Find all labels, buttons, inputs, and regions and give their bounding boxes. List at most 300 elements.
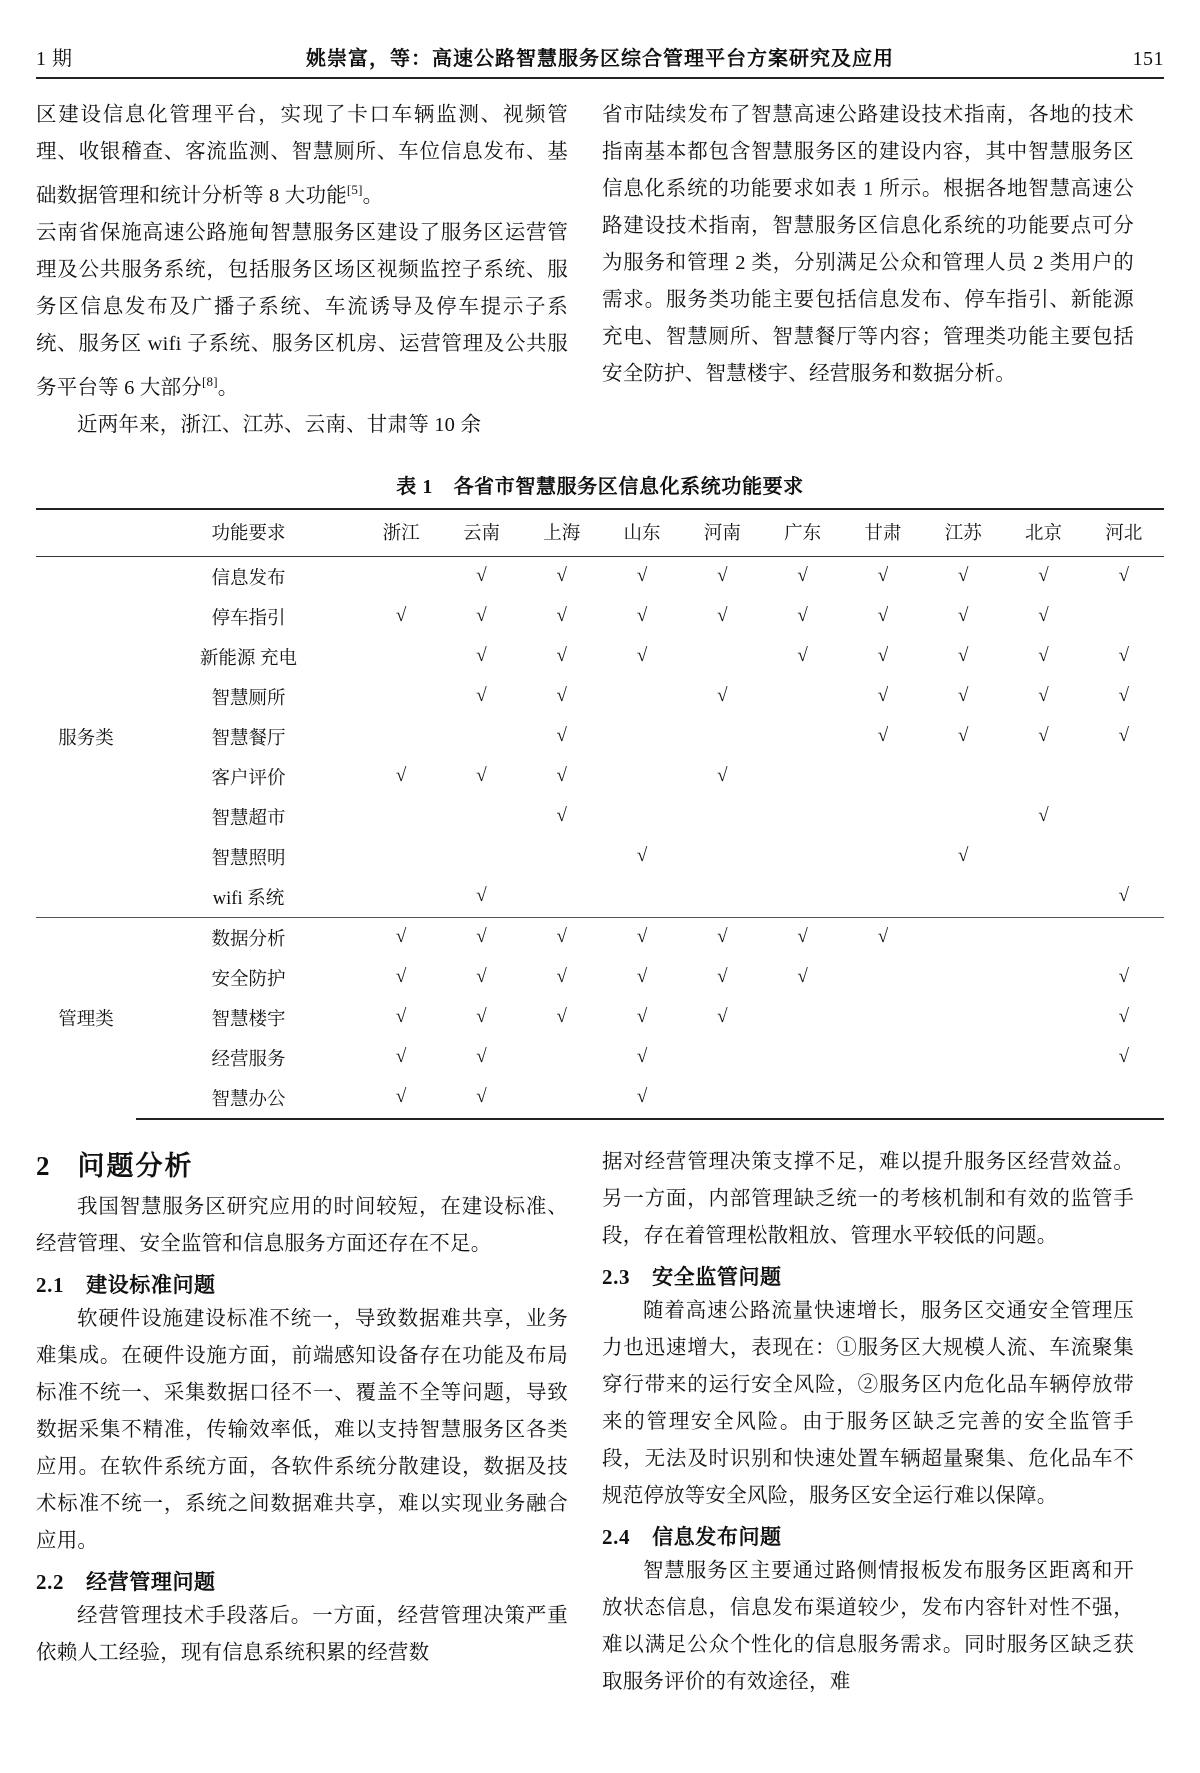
check-icon: √ xyxy=(476,1006,487,1028)
top-left-column xyxy=(36,97,568,444)
table-cell-云南 xyxy=(441,837,521,877)
table-cell-广东 xyxy=(762,1038,842,1078)
check-icon: √ xyxy=(476,765,487,787)
section-heading-2 xyxy=(36,1144,568,1183)
table-cell-河南 xyxy=(682,998,762,1038)
table-row xyxy=(36,998,1164,1038)
table-cell-云南 xyxy=(441,1038,521,1078)
table-cell-甘肃 xyxy=(843,917,923,958)
table-cell-山东 xyxy=(602,677,682,717)
table-cell-浙江 xyxy=(361,1078,441,1119)
table-cell-河北 xyxy=(1084,597,1164,637)
paragraph-left-2-tail: 。 xyxy=(217,376,239,399)
table-cell-山东 xyxy=(602,757,682,797)
table-cell-山东 xyxy=(602,1078,682,1119)
check-icon: √ xyxy=(717,685,728,707)
running-head-issue: 1 期 xyxy=(36,48,73,70)
table-cell-甘肃 xyxy=(843,797,923,837)
check-icon: √ xyxy=(636,1046,648,1068)
check-icon: √ xyxy=(797,565,808,587)
table-cell-山东 xyxy=(602,637,682,677)
table-row xyxy=(36,717,1164,757)
table-cell-广东 xyxy=(762,958,842,998)
table-cell-河南 xyxy=(682,797,762,837)
table-cell-河南 xyxy=(682,677,762,717)
check-icon: √ xyxy=(1038,805,1049,827)
table-header-feature: 功能要求 xyxy=(136,509,361,557)
subsection-number-2-2: 2.2 xyxy=(36,1569,65,1594)
subsection-body-2-3: 随着高速公路流量快速增长，服务区交通安全管理压力也迅速增大，表现在：①服务区大规模人流、车流聚集穿行带来的运行安全风险，②服务区内危化品车辆停放带来的管理安全风险。由于服务区缺乏完善的安全监管手段，无法及时识别和快速处置车辆超量聚集、危化品车不规范停放等安全风险，服务区安全运行难以保障。 xyxy=(602,1299,1134,1507)
table-cell-河南 xyxy=(682,717,762,757)
table-cell-河北 xyxy=(1084,1038,1164,1078)
table-cell-山东 xyxy=(602,597,682,637)
table-cell-甘肃 xyxy=(843,717,923,757)
check-icon: √ xyxy=(476,685,487,707)
top-right-column xyxy=(602,97,1134,444)
table-cell-上海 xyxy=(522,877,602,918)
table-header-col-6: 甘肃 xyxy=(843,509,923,557)
table-cell-广东 xyxy=(762,556,842,597)
check-icon: √ xyxy=(1118,1046,1130,1068)
check-icon: √ xyxy=(395,1046,407,1068)
subsection-heading-2-2 xyxy=(36,1566,568,1596)
table-header-col-2: 上海 xyxy=(522,509,602,557)
check-icon: √ xyxy=(395,765,407,787)
table-cell-北京 xyxy=(1003,998,1083,1038)
table-cell-河南 xyxy=(682,958,762,998)
table-cell-北京 xyxy=(1003,677,1083,717)
table-feature-name: 智慧厕所 xyxy=(211,688,286,709)
check-icon: √ xyxy=(877,725,889,747)
table-cell-北京 xyxy=(1003,1078,1083,1119)
check-icon: √ xyxy=(636,1006,648,1028)
table-cell-上海 xyxy=(522,757,602,797)
table-cell-北京 xyxy=(1003,917,1083,958)
check-icon: √ xyxy=(1038,725,1049,747)
check-icon: √ xyxy=(877,565,889,587)
check-icon: √ xyxy=(717,565,728,587)
table-cell-河北 xyxy=(1084,556,1164,597)
table-cell-甘肃 xyxy=(843,556,923,597)
table-cell-山东 xyxy=(602,797,682,837)
check-icon: √ xyxy=(395,926,407,948)
table-cell-甘肃 xyxy=(843,1078,923,1119)
table-cell-河南 xyxy=(682,637,762,677)
table-cell-河南 xyxy=(682,1078,762,1119)
table-cell-甘肃 xyxy=(843,677,923,717)
table-cell-云南 xyxy=(441,797,521,837)
check-icon: √ xyxy=(476,926,487,948)
table-cell-云南 xyxy=(441,1078,521,1119)
check-icon: √ xyxy=(797,926,808,948)
table-feature-name: 停车指引 xyxy=(211,608,286,629)
table-cell-广东 xyxy=(762,877,842,918)
table-cell-云南 xyxy=(441,637,521,677)
section-title: 问题分析 xyxy=(77,1150,194,1181)
table-row xyxy=(36,797,1164,837)
lower-two-column-body xyxy=(36,1144,1164,1701)
table-cell-上海 xyxy=(522,837,602,877)
check-icon: √ xyxy=(556,565,567,587)
table-feature-name: 客户评价 xyxy=(211,768,286,789)
check-icon: √ xyxy=(1038,565,1049,587)
page-number: 151 xyxy=(1132,48,1164,70)
table-feature-name: 信息发布 xyxy=(211,568,286,589)
table-cell-广东 xyxy=(762,677,842,717)
check-icon: √ xyxy=(717,605,728,627)
table-cell-河北 xyxy=(1084,757,1164,797)
table-cell-甘肃 xyxy=(843,637,923,677)
check-icon: √ xyxy=(556,966,567,988)
table-cell-北京 xyxy=(1003,958,1083,998)
table-cell-云南 xyxy=(441,597,521,637)
table-cell-河北 xyxy=(1084,1078,1164,1119)
table-cell-浙江 xyxy=(361,717,441,757)
table-cell-上海 xyxy=(522,998,602,1038)
table-1-head xyxy=(36,509,1164,557)
table-cell-甘肃 xyxy=(843,597,923,637)
check-icon: √ xyxy=(1038,685,1049,707)
table-cell-山东 xyxy=(602,717,682,757)
table-cell-广东 xyxy=(762,797,842,837)
check-icon: √ xyxy=(636,645,648,667)
table-cell-江苏 xyxy=(923,837,1003,877)
table-cell-浙江 xyxy=(361,877,441,918)
table-feature-name: 智慧餐厅 xyxy=(211,728,286,749)
citation-5: [5] xyxy=(346,182,363,197)
check-icon: √ xyxy=(797,966,808,988)
table-cell-广东 xyxy=(762,757,842,797)
table-cell-河北 xyxy=(1084,637,1164,677)
table-header-col-8: 北京 xyxy=(1003,509,1083,557)
check-icon: √ xyxy=(1118,565,1130,587)
table-feature-name: 智慧照明 xyxy=(211,848,286,869)
check-icon: √ xyxy=(958,725,969,747)
check-icon: √ xyxy=(556,765,567,787)
table-cell-北京 xyxy=(1003,757,1083,797)
table-cell-广东 xyxy=(762,637,842,677)
check-icon: √ xyxy=(556,725,567,747)
check-icon: √ xyxy=(636,605,648,627)
check-icon: √ xyxy=(476,966,487,988)
table-cell-北京 xyxy=(1003,556,1083,597)
table-cell-浙江 xyxy=(361,677,441,717)
check-icon: √ xyxy=(636,1086,648,1108)
table-header-col-7: 江苏 xyxy=(923,509,1003,557)
table-feature-name: wifi 系统 xyxy=(212,888,285,909)
subsection-title-2-1: 建设标准问题 xyxy=(86,1272,216,1297)
paragraph-right-1: 省市陆续发布了智慧高速公路建设技术指南，各地的技术指南基本都包含智慧服务区的建设内容，其中智慧服务区信息化系统的功能要求如表 1 所示。根据各地智慧高速公路建设技术指南，智慧服务区信息化系统的功能要点可分为服务和管理 2 类，分别满足公众和管理人员 2 类用户的需求。服务类功能主要包括信息发布、停车指引、新能源充电、智慧厕所、智慧餐厅等内容；管理类功能主要包括安全防护、智慧楼宇、经营服务和数据分析。 xyxy=(602,104,1134,385)
check-icon: √ xyxy=(958,565,969,587)
table-cell-江苏 xyxy=(923,556,1003,597)
table-cell-北京 xyxy=(1003,717,1083,757)
table-row xyxy=(36,837,1164,877)
subsection-number-2-1: 2.1 xyxy=(36,1272,65,1297)
table-cell-云南 xyxy=(441,556,521,597)
table-cell-浙江 xyxy=(361,998,441,1038)
table-row xyxy=(36,877,1164,918)
table-cell-山东 xyxy=(602,917,682,958)
table-cell-江苏 xyxy=(923,597,1003,637)
table-category-management: 管理类 xyxy=(36,917,136,1119)
check-icon: √ xyxy=(476,1046,487,1068)
check-icon: √ xyxy=(877,685,889,707)
table-cell-河北 xyxy=(1084,958,1164,998)
check-icon: √ xyxy=(958,685,969,707)
table-cell-江苏 xyxy=(923,797,1003,837)
check-icon: √ xyxy=(877,645,889,667)
table-cell-河北 xyxy=(1084,917,1164,958)
table-row xyxy=(36,556,1164,597)
table-cell-江苏 xyxy=(923,1038,1003,1078)
table-cell-河北 xyxy=(1084,877,1164,918)
table-cell-云南 xyxy=(441,717,521,757)
check-icon: √ xyxy=(958,605,969,627)
table-row xyxy=(36,958,1164,998)
table-cell-上海 xyxy=(522,958,602,998)
table-row xyxy=(36,757,1164,797)
table-cell-云南 xyxy=(441,917,521,958)
table-cell-北京 xyxy=(1003,597,1083,637)
subsection-body-2-2: 经营管理技术手段落后。一方面，经营管理决策严重依赖人工经验，现有信息系统积累的经营数 xyxy=(36,1604,568,1664)
table-cell-上海 xyxy=(522,597,602,637)
table-cell-上海 xyxy=(522,1078,602,1119)
table-cell-河北 xyxy=(1084,837,1164,877)
table-header-col-5: 广东 xyxy=(762,509,842,557)
table-row xyxy=(36,1078,1164,1119)
table-row xyxy=(36,597,1164,637)
table-cell-上海 xyxy=(522,1038,602,1078)
table-cell-河南 xyxy=(682,877,762,918)
table-cell-江苏 xyxy=(923,917,1003,958)
table-row xyxy=(36,677,1164,717)
table-cell-江苏 xyxy=(923,757,1003,797)
subsection-heading-2-4 xyxy=(602,1521,1134,1551)
check-icon: √ xyxy=(556,645,567,667)
check-icon: √ xyxy=(1118,725,1130,747)
table-cell-甘肃 xyxy=(843,1038,923,1078)
check-icon: √ xyxy=(717,966,728,988)
subsection-title-2-4: 信息发布问题 xyxy=(652,1524,782,1549)
table-cell-河南 xyxy=(682,757,762,797)
table-cell-江苏 xyxy=(923,717,1003,757)
subsection-body-2-1: 软硬件设施建设标准不统一，导致数据难共享，业务难集成。在硬件设施方面，前端感知设备存在功能及布局标准不统一、采集数据口径不一、覆盖不全等问题，导致数据采集不精准，传输效率低，难以支持智慧服务区各类应用。在软件系统方面，各软件系统分散建设，数据及技术标准不统一，系统之间数据难共享，难以实现业务融合应用。 xyxy=(36,1307,568,1552)
table-cell-河南 xyxy=(682,837,762,877)
section-intro: 我国智慧服务区研究应用的时间较短，在建设标准、经营管理、安全监管和信息服务方面还存在不足。 xyxy=(36,1195,568,1255)
table-feature-name: 安全防护 xyxy=(211,969,286,990)
table-cell-北京 xyxy=(1003,877,1083,918)
continuation-paragraph: 据对经营管理决策支撑不足，难以提升服务区经营效益。另一方面，内部管理缺乏统一的考核机制和有效的监管手段，存在着管理松散粗放、管理水平较低的问题。 xyxy=(602,1150,1134,1247)
subsection-number-2-3: 2.3 xyxy=(602,1264,631,1289)
check-icon: √ xyxy=(797,645,808,667)
running-head xyxy=(36,42,1164,71)
check-icon: √ xyxy=(958,845,969,867)
check-icon: √ xyxy=(1038,645,1049,667)
table-cell-山东 xyxy=(602,877,682,918)
table-cell-山东 xyxy=(602,837,682,877)
check-icon: √ xyxy=(797,605,808,627)
table-row xyxy=(36,1038,1164,1078)
table-cell-广东 xyxy=(762,717,842,757)
table-feature-name: 智慧办公 xyxy=(136,1078,361,1119)
check-icon: √ xyxy=(958,645,969,667)
check-icon: √ xyxy=(717,926,728,948)
subsection-title-2-2: 经营管理问题 xyxy=(86,1569,216,1594)
check-icon: √ xyxy=(395,1086,407,1108)
table-cell-上海 xyxy=(522,717,602,757)
check-icon: √ xyxy=(476,565,487,587)
table-cell-北京 xyxy=(1003,1038,1083,1078)
table-cell-河北 xyxy=(1084,797,1164,837)
table-1-header-row xyxy=(36,509,1164,557)
check-icon: √ xyxy=(636,565,648,587)
table-cell-上海 xyxy=(522,637,602,677)
check-icon: √ xyxy=(636,966,648,988)
check-icon: √ xyxy=(556,805,567,827)
check-icon: √ xyxy=(1118,966,1130,988)
check-icon: √ xyxy=(556,685,567,707)
table-cell-江苏 xyxy=(923,998,1003,1038)
table-cell-广东 xyxy=(762,837,842,877)
check-icon: √ xyxy=(717,765,728,787)
check-icon: √ xyxy=(717,1006,728,1028)
paragraph-left-1 xyxy=(36,97,568,215)
check-icon: √ xyxy=(1118,685,1130,707)
check-icon: √ xyxy=(1118,885,1130,907)
header-rule xyxy=(36,77,1164,79)
paragraph-left-1-tail: 。 xyxy=(362,184,384,207)
lower-right-column xyxy=(602,1144,1134,1701)
table-cell-浙江 xyxy=(361,1038,441,1078)
paragraph-left-2 xyxy=(36,215,568,407)
table-row xyxy=(36,637,1164,677)
table-cell-江苏 xyxy=(923,958,1003,998)
table-category-service: 服务类 xyxy=(58,728,114,749)
table-cell-浙江 xyxy=(361,757,441,797)
table-cell-甘肃 xyxy=(843,958,923,998)
table-cell-江苏 xyxy=(923,1078,1003,1119)
table-header-col-1: 云南 xyxy=(441,509,521,557)
paragraph-left-2-text: 云南省保施高速公路施甸智慧服务区建设了服务区运营管理及公共服务系统，包括服务区场区视频监控子系统、服务区信息发布及广播子系统、车流诱导及停车提示子系统、服务区 wifi 子系统、服务区机房、运营管理及公共服务平台等 6 大部分 xyxy=(36,221,568,399)
table-cell-河南 xyxy=(682,556,762,597)
table-feature-name: 智慧楼宇 xyxy=(211,1009,286,1030)
table-cell-河南 xyxy=(682,597,762,637)
table-cell-上海 xyxy=(522,917,602,958)
table-header-col-4: 河南 xyxy=(682,509,762,557)
check-icon: √ xyxy=(636,926,648,948)
check-icon: √ xyxy=(556,605,567,627)
subsection-heading-2-1 xyxy=(36,1269,568,1299)
table-cell-北京 xyxy=(1003,637,1083,677)
check-icon: √ xyxy=(476,605,487,627)
table-cell-山东 xyxy=(602,1038,682,1078)
check-icon: √ xyxy=(556,1006,567,1028)
running-head-title: 姚崇富，等：高速公路智慧服务区综合管理平台方案研究及应用 xyxy=(306,48,894,70)
subsection-body-2-4: 智慧服务区主要通过路侧情报板发布服务区距离和开放状态信息，信息发布渠道较少，发布内容针对性不强，难以满足公众个性化的信息服务需求。同时服务区缺乏获取服务评价的有效途径，难 xyxy=(602,1559,1134,1693)
table-cell-云南 xyxy=(441,998,521,1038)
check-icon: √ xyxy=(877,605,889,627)
table-cell-广东 xyxy=(762,597,842,637)
check-icon: √ xyxy=(476,1086,487,1108)
table-cell-北京 xyxy=(1003,797,1083,837)
table-cell-江苏 xyxy=(923,637,1003,677)
check-icon: √ xyxy=(877,926,889,948)
table-cell-云南 xyxy=(441,877,521,918)
table-cell-甘肃 xyxy=(843,757,923,797)
paragraph-left-3: 近两年来，浙江、江苏、云南、甘肃等 10 余 xyxy=(77,413,482,436)
check-icon: √ xyxy=(636,845,648,867)
table-cell-河南 xyxy=(682,917,762,958)
check-icon: √ xyxy=(1118,645,1130,667)
document-page xyxy=(0,42,1200,1773)
table-cell-云南 xyxy=(441,958,521,998)
table-cell-河北 xyxy=(1084,677,1164,717)
section-number: 2 xyxy=(36,1150,52,1181)
table-feature-name: 新能源 充电 xyxy=(199,648,298,669)
table-feature-name: 经营服务 xyxy=(211,1049,286,1070)
table-cell-广东 xyxy=(762,917,842,958)
citation-8: [8] xyxy=(202,373,218,389)
table-1-caption: 表 1 各省市智慧服务区信息化系统功能要求 xyxy=(396,475,804,498)
table-cell-浙江 xyxy=(361,556,441,597)
table-cell-甘肃 xyxy=(843,837,923,877)
table-row xyxy=(36,917,1164,958)
top-two-column-body xyxy=(36,97,1164,444)
check-icon: √ xyxy=(1038,605,1049,627)
table-cell-河北 xyxy=(1084,998,1164,1038)
table-cell-上海 xyxy=(522,677,602,717)
table-1-body xyxy=(36,556,1164,1119)
check-icon: √ xyxy=(395,605,407,627)
table-1 xyxy=(36,508,1164,1120)
table-cell-浙江 xyxy=(361,797,441,837)
table-header-col-9: 河北 xyxy=(1084,509,1164,557)
check-icon: √ xyxy=(476,645,487,667)
check-icon: √ xyxy=(476,885,487,907)
table-cell-浙江 xyxy=(361,917,441,958)
table-feature-name: 智慧超市 xyxy=(211,808,286,829)
subsection-number-2-4: 2.4 xyxy=(602,1524,631,1549)
table-cell-浙江 xyxy=(361,637,441,677)
table-cell-云南 xyxy=(441,677,521,717)
table-cell-浙江 xyxy=(361,597,441,637)
table-cell-甘肃 xyxy=(843,998,923,1038)
table-header-col-0: 浙江 xyxy=(361,509,441,557)
table-cell-山东 xyxy=(602,556,682,597)
table-cell-河南 xyxy=(682,1038,762,1078)
check-icon: √ xyxy=(556,926,567,948)
table-cell-河北 xyxy=(1084,717,1164,757)
table-cell-江苏 xyxy=(923,877,1003,918)
check-icon: √ xyxy=(395,1006,407,1028)
table-cell-甘肃 xyxy=(843,877,923,918)
table-cell-山东 xyxy=(602,998,682,1038)
lower-left-column xyxy=(36,1144,568,1701)
table-cell-广东 xyxy=(762,998,842,1038)
table-cell-上海 xyxy=(522,556,602,597)
table-cell-上海 xyxy=(522,797,602,837)
table-cell-浙江 xyxy=(361,837,441,877)
table-1-container xyxy=(36,470,1164,1120)
table-header-category-spacer xyxy=(36,509,136,557)
table-cell-北京 xyxy=(1003,837,1083,877)
paragraph-left-1-text: 区建设信息化管理平台，实现了卡口车辆监测、视频管理、收银稽查、客流监测、智慧厕所、车位信息发布、基础数据管理和统计分析等 8 大功能 xyxy=(36,104,568,207)
table-cell-浙江 xyxy=(361,958,441,998)
check-icon: √ xyxy=(1118,1006,1130,1028)
table-cell-广东 xyxy=(762,1078,842,1119)
table-cell-山东 xyxy=(602,958,682,998)
subsection-title-2-3: 安全监管问题 xyxy=(652,1264,782,1289)
